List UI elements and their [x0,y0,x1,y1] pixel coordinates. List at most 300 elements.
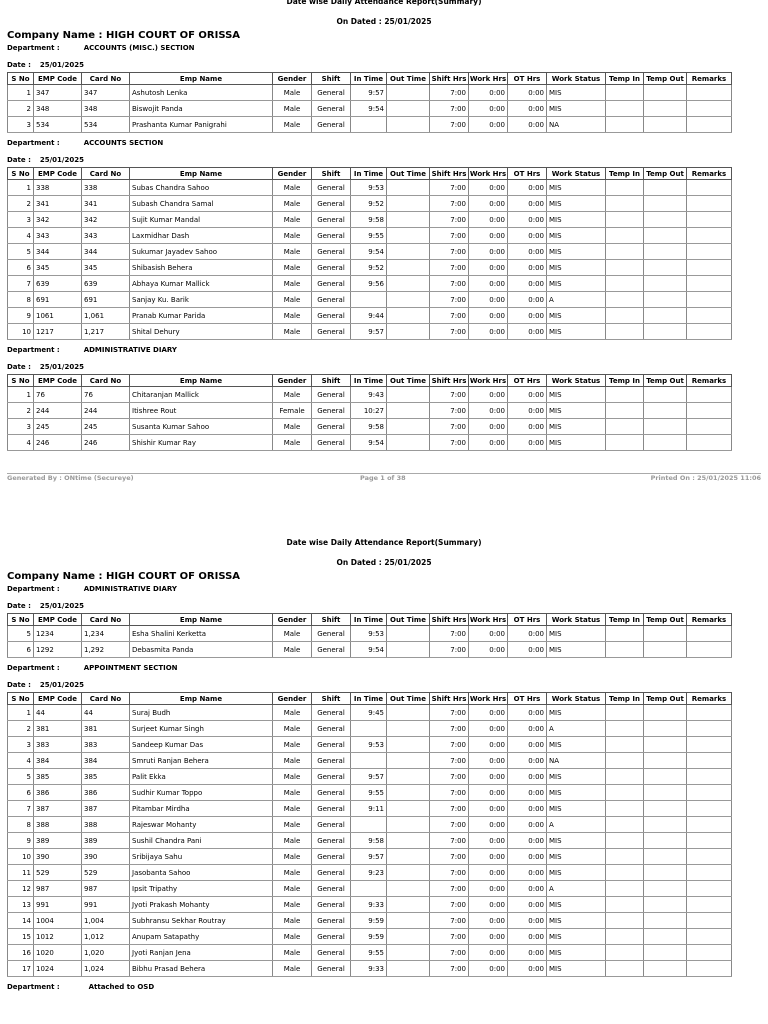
gender-cell: Male [273,913,312,929]
emp-name-cell: Subhransu Sekhar Routray [130,913,273,929]
emp-name-cell: Anupam Satapathy [130,929,273,945]
ot-hrs-cell: 0:00 [508,196,547,212]
in-time-cell: 9:58 [351,212,387,228]
card-no-cell: 1,234 [82,626,130,642]
temp-in-cell [606,929,644,945]
emp-name-cell: Sushil Chandra Pani [130,833,273,849]
work-status-cell: MIS [547,403,606,419]
work-hrs-cell: 0:00 [469,705,508,721]
in-time-cell: 9:52 [351,260,387,276]
gender-cell: Male [273,801,312,817]
table-row [8,801,732,817]
temp-in-cell [606,785,644,801]
shift-cell: General [312,324,351,340]
temp-out-cell [644,244,687,260]
header-shift-hrs: Shift Hrs [430,614,469,626]
header-temp-in: Temp In [606,73,644,85]
emp-name-cell: Sandeep Kumar Das [130,737,273,753]
ot-hrs-cell: 0:00 [508,642,547,658]
date-value: 25/01/2025 [39,602,84,610]
header-shift: Shift [312,693,351,705]
shift-hrs-cell: 7:00 [430,324,469,340]
header-out-time: Out Time [387,73,430,85]
sno-cell: 7 [8,276,34,292]
work-hrs-cell: 0:00 [469,260,508,276]
work-hrs-cell: 0:00 [469,881,508,897]
gender-cell: Male [273,737,312,753]
temp-in-cell [606,101,644,117]
temp-out-cell [644,180,687,196]
shift-cell: General [312,419,351,435]
work-status-cell: A [547,721,606,737]
header-remarks: Remarks [687,614,732,626]
card-no-cell: 76 [82,387,130,403]
work-status-cell: A [547,817,606,833]
company-line [0,29,768,42]
department-label: Department : [7,664,60,672]
sno-cell: 2 [8,403,34,419]
remarks-cell [687,929,732,945]
shift-cell: General [312,849,351,865]
in-time-cell: 9:58 [351,419,387,435]
temp-out-cell [644,737,687,753]
emp-name-cell: Shital Dehury [130,324,273,340]
shift-cell: General [312,785,351,801]
gender-cell: Male [273,244,312,260]
ot-hrs-cell: 0:00 [508,244,547,260]
sno-cell: 6 [8,785,34,801]
out-time-cell [387,228,430,244]
in-time-cell: 9:53 [351,180,387,196]
work-hrs-cell: 0:00 [469,897,508,913]
card-no-cell: 1,020 [82,945,130,961]
remarks-cell [687,769,732,785]
card-no-cell: 345 [82,260,130,276]
emp-name-cell: Pitambar Mirdha [130,801,273,817]
ot-hrs-cell: 0:00 [508,101,547,117]
header-ot-hrs: OT Hrs [508,168,547,180]
work-status-cell: MIS [547,212,606,228]
header-emp-code: EMP Code [34,73,82,85]
ot-hrs-cell: 0:00 [508,849,547,865]
emp-name-cell: Sujit Kumar Mandal [130,212,273,228]
temp-out-cell [644,961,687,977]
card-no-cell: 342 [82,212,130,228]
card-no-cell: 1,061 [82,308,130,324]
temp-out-cell [644,403,687,419]
in-time-cell: 10:27 [351,403,387,419]
department-label: Department : [7,585,60,593]
table-header-row [8,168,732,180]
emp-name-cell: Susanta Kumar Sahoo [130,419,273,435]
ot-hrs-cell: 0:00 [508,753,547,769]
header-shift-hrs: Shift Hrs [430,375,469,387]
header-work-hrs: Work Hrs [469,376,507,385]
page-1-sections [0,42,768,451]
department-line [0,583,768,595]
temp-out-cell [644,85,687,101]
date-value: 25/01/2025 [39,156,84,164]
ot-hrs-cell: 0:00 [508,865,547,881]
shift-hrs-cell: 7:00 [430,642,469,658]
work-hrs-cell: 0:00 [469,276,508,292]
card-no-cell: 245 [82,419,130,435]
work-status-cell: MIS [547,626,606,642]
emp-code-cell: 1024 [34,961,82,977]
header-work-status: Work Status [547,73,606,85]
emp-code-cell: 386 [34,785,82,801]
shift-hrs-cell: 7:00 [430,403,469,419]
department-line [0,662,768,674]
card-no-cell: 244 [82,403,130,419]
work-status-cell: MIS [547,801,606,817]
emp-name-cell: Rajeswar Mohanty [130,817,273,833]
gender-cell: Male [273,865,312,881]
sno-cell: 10 [8,324,34,340]
shift-hrs-cell: 7:00 [430,753,469,769]
table-row [8,769,732,785]
in-time-cell: 9:11 [351,801,387,817]
ot-hrs-cell: 0:00 [508,228,547,244]
in-time-cell: 9:43 [351,387,387,403]
dated-value: 25/01/2025 [384,558,432,567]
dated-label: On Dated : [336,17,382,26]
date-label: Date : [7,602,31,610]
work-hrs-cell: 0:00 [469,785,508,801]
work-status-cell: MIS [547,849,606,865]
header-temp-out: Temp Out [644,614,687,626]
card-no-cell: 385 [82,769,130,785]
sno-cell: 1 [8,705,34,721]
generated-by: Generated By : ONtime (Secureye) [7,474,134,482]
sno-cell: 3 [8,737,34,753]
temp-out-cell [644,865,687,881]
in-time-cell: 9:56 [351,276,387,292]
shift-hrs-cell: 7:00 [430,897,469,913]
sno-cell: 1 [8,180,34,196]
emp-code-cell: 343 [34,228,82,244]
remarks-cell [687,945,732,961]
temp-in-cell [606,753,644,769]
work-status-cell: MIS [547,642,606,658]
shift-cell: General [312,244,351,260]
remarks-cell [687,642,732,658]
temp-out-cell [644,260,687,276]
temp-in-cell [606,769,644,785]
work-status-cell: NA [547,753,606,769]
date-line [0,679,768,692]
shift-cell: General [312,228,351,244]
header-card-no: Card No [82,693,130,705]
out-time-cell [387,419,430,435]
emp-name-cell: Sudhir Kumar Toppo [130,785,273,801]
card-no-cell: 383 [82,737,130,753]
in-time-cell: 9:57 [351,85,387,101]
shift-hrs-cell: 7:00 [430,419,469,435]
ot-hrs-cell: 0:00 [508,308,547,324]
sno-cell: 4 [8,435,34,451]
gender-cell: Male [273,228,312,244]
sno-cell: 14 [8,913,34,929]
work-status-cell: MIS [547,308,606,324]
shift-hrs-cell: 7:00 [430,180,469,196]
gender-cell: Male [273,212,312,228]
temp-in-cell [606,913,644,929]
header-gender: Gender [273,73,312,85]
temp-out-cell [644,228,687,244]
report-dated [0,557,768,569]
emp-code-cell: 384 [34,753,82,769]
page-2-sections [0,583,768,977]
table-row [8,929,732,945]
ot-hrs-cell: 0:00 [508,435,547,451]
department-line [0,981,768,993]
department-label: Department : [7,983,60,991]
remarks-cell [687,961,732,977]
header-sno: S No [8,693,34,705]
work-hrs-cell: 0:00 [469,945,508,961]
work-status-cell: MIS [547,945,606,961]
shift-hrs-cell: 7:00 [430,85,469,101]
temp-out-cell [644,881,687,897]
in-time-cell: 9:55 [351,228,387,244]
out-time-cell [387,801,430,817]
out-time-cell [387,244,430,260]
table-row [8,945,732,961]
emp-code-cell: 383 [34,737,82,753]
in-time-cell: 9:59 [351,913,387,929]
emp-code-cell: 387 [34,801,82,817]
ot-hrs-cell: 0:00 [508,721,547,737]
out-time-cell [387,292,430,308]
temp-in-cell [606,721,644,737]
card-no-cell: 386 [82,785,130,801]
temp-out-cell [644,705,687,721]
remarks-cell [687,705,732,721]
remarks-cell [687,196,732,212]
out-time-cell [387,865,430,881]
in-time-cell: 9:44 [351,308,387,324]
temp-in-cell [606,626,644,642]
gender-cell: Male [273,292,312,308]
company-name: HIGH COURT OF ORISSA [105,571,241,582]
table-header-row [8,693,732,705]
shift-cell: General [312,913,351,929]
out-time-cell [387,705,430,721]
temp-out-cell [644,817,687,833]
header-emp-name: Emp Name [130,614,273,626]
work-status-cell: MIS [547,387,606,403]
temp-in-cell [606,961,644,977]
shift-hrs-cell: 7:00 [430,292,469,308]
card-no-cell: 390 [82,849,130,865]
header-shift: Shift [312,375,351,387]
shift-cell: General [312,897,351,913]
work-status-cell: MIS [547,865,606,881]
work-status-cell: A [547,881,606,897]
in-time-cell: 9:54 [351,244,387,260]
gender-cell: Male [273,881,312,897]
ot-hrs-cell: 0:00 [508,881,547,897]
work-status-cell: MIS [547,101,606,117]
emp-code-cell: 534 [34,117,82,133]
shift-cell: General [312,196,351,212]
gender-cell: Female [273,403,312,419]
ot-hrs-cell: 0:00 [508,260,547,276]
shift-hrs-cell: 7:00 [430,117,469,133]
work-hrs-cell: 0:00 [469,817,508,833]
sno-cell: 3 [8,117,34,133]
work-hrs-cell: 0:00 [469,801,508,817]
sno-cell: 15 [8,929,34,945]
gender-cell: Male [273,642,312,658]
header-temp-out: Temp Out [644,73,687,85]
temp-in-cell [606,833,644,849]
shift-hrs-cell: 7:00 [430,737,469,753]
header-sno: S No [8,375,34,387]
sno-cell: 1 [8,85,34,101]
gender-cell: Male [273,769,312,785]
table-row [8,961,732,977]
company-label: Company Name : [7,30,103,41]
shift-hrs-cell: 7:00 [430,785,469,801]
header-work-status: Work Status [547,375,606,387]
temp-in-cell [606,817,644,833]
work-hrs-cell: 0:00 [469,435,508,451]
sno-cell: 2 [8,721,34,737]
emp-name-cell: Ipsit Tripathy [130,881,273,897]
shift-cell: General [312,308,351,324]
emp-name-cell: Ashutosh Lenka [130,85,273,101]
shift-cell: General [312,753,351,769]
temp-out-cell [644,308,687,324]
emp-code-cell: 1217 [34,324,82,340]
table-row [8,913,732,929]
card-no-cell: 44 [82,705,130,721]
shift-hrs-cell: 7:00 [430,961,469,977]
emp-code-cell: 1234 [34,626,82,642]
shift-hrs-cell: 7:00 [430,212,469,228]
emp-code-cell: 1061 [34,308,82,324]
sno-cell: 3 [8,419,34,435]
header-ot-hrs: OT Hrs [508,73,547,85]
temp-out-cell [644,101,687,117]
remarks-cell [687,308,732,324]
date-value: 25/01/2025 [39,681,84,689]
remarks-cell [687,913,732,929]
temp-in-cell [606,85,644,101]
shift-hrs-cell: 7:00 [430,913,469,929]
card-no-cell: 1,024 [82,961,130,977]
work-hrs-cell: 0:00 [469,85,508,101]
gender-cell: Male [273,85,312,101]
header-temp-in: Temp In [606,693,644,705]
shift-hrs-cell: 7:00 [430,865,469,881]
card-no-cell: 347 [82,85,130,101]
remarks-cell [687,721,732,737]
attendance-table [7,167,732,340]
emp-name-cell: Debasmita Panda [130,642,273,658]
work-status-cell: MIS [547,961,606,977]
temp-out-cell [644,785,687,801]
shift-hrs-cell: 7:00 [430,801,469,817]
ot-hrs-cell: 0:00 [508,387,547,403]
shift-cell: General [312,721,351,737]
emp-code-cell: 1012 [34,929,82,945]
ot-hrs-cell: 0:00 [508,292,547,308]
out-time-cell [387,101,430,117]
in-time-cell [351,117,387,133]
header-temp-out: Temp Out [644,375,687,387]
temp-in-cell [606,387,644,403]
gender-cell: Male [273,260,312,276]
work-hrs-cell: 0:00 [469,642,508,658]
emp-name-cell: Abhaya Kumar Mallick [130,276,273,292]
table-row [8,865,732,881]
emp-code-cell: 44 [34,705,82,721]
table-row [8,705,732,721]
remarks-cell [687,801,732,817]
header-gender: Gender [273,693,312,705]
attendance-table [7,692,732,977]
department-label: Department : [7,44,60,52]
out-time-cell [387,626,430,642]
in-time-cell: 9:45 [351,705,387,721]
header-remarks: Remarks [687,375,732,387]
card-no-cell: 246 [82,435,130,451]
report-title: Date wise Daily Attendance Report(Summary) [286,538,482,547]
ot-hrs-cell: 0:00 [508,180,547,196]
work-hrs-cell: 0:00 [469,753,508,769]
shift-cell: General [312,212,351,228]
remarks-cell [687,212,732,228]
out-time-cell [387,769,430,785]
table-row [8,260,732,276]
header-shift-hrs: Shift Hrs [430,73,469,85]
out-time-cell [387,324,430,340]
temp-in-cell [606,324,644,340]
remarks-cell [687,276,732,292]
remarks-cell [687,881,732,897]
card-no-cell: 348 [82,101,130,117]
sno-cell: 7 [8,801,34,817]
remarks-cell [687,403,732,419]
sno-cell: 2 [8,101,34,117]
work-status-cell: MIS [547,180,606,196]
sno-cell: 6 [8,260,34,276]
date-label: Date : [7,681,31,689]
card-no-cell: 987 [82,881,130,897]
ot-hrs-cell: 0:00 [508,117,547,133]
table-row [8,292,732,308]
table-row [8,387,732,403]
gender-cell: Male [273,849,312,865]
shift-hrs-cell: 7:00 [430,769,469,785]
gender-cell: Male [273,387,312,403]
temp-in-cell [606,881,644,897]
shift-cell: General [312,817,351,833]
work-status-cell: MIS [547,276,606,292]
table-header-row [8,73,732,85]
work-status-cell: MIS [547,833,606,849]
work-hrs-cell: 0:00 [469,196,508,212]
temp-out-cell [644,913,687,929]
sno-cell: 12 [8,881,34,897]
gender-cell: Male [273,276,312,292]
work-status-cell: MIS [547,929,606,945]
emp-name-cell: Sukumar Jayadev Sahoo [130,244,273,260]
emp-name-cell: Shishir Kumar Ray [130,435,273,451]
